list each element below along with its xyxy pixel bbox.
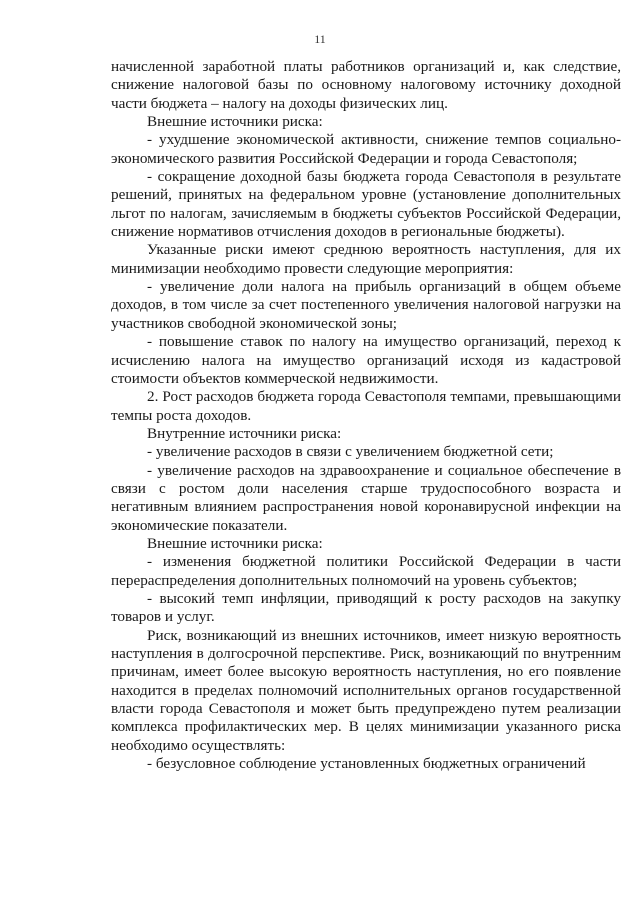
paragraph: - повышение ставок по налогу на имущество организаций, переход к исчислению налога на имущество организаций исходя из кадастровой стоимости объектов коммерческой недвижимости. (111, 333, 621, 387)
document-body (111, 58, 621, 773)
page-number: 11 (314, 32, 326, 46)
paragraph: Указанные риски имеют среднюю вероятность наступления, для их минимизации необходимо провести следующие мероприятия: (111, 241, 621, 277)
paragraph: - сокращение доходной базы бюджета города Севастополя в результате решений, принятых на федеральном уровне (установление дополнительных льгот по налогам, зачисляемым в бюджеты субъектов Российской Федерации, снижение нормативов отчисления доходов в региональные бюджеты). (111, 168, 621, 241)
paragraph: - увеличение расходов в связи с увеличением бюджетной сети; (147, 443, 554, 461)
paragraph: начисленной заработной платы работников организаций и, как следствие, снижение налоговой базы по основному налоговому источнику доходной части бюджета – налогу на доходы физических лиц. (111, 58, 621, 112)
paragraph: Внутренние источники риска: (147, 424, 342, 442)
paragraph: - увеличение доли налога на прибыль организаций в общем объеме доходов, в том числе за счет постепенного увеличения налоговой нагрузки на участников свободной экономической зоны; (111, 278, 621, 332)
paragraph: Внешние источники риска: (147, 113, 323, 131)
paragraph: Риск, возникающий из внешних источников, имеет низкую вероятность наступления в долгосрочной перспективе. Риск, возникающий по внутренним причинам, имеет более высокую вероятность наступления, но его появление находится в пределах полномочий исполнительных органов государственной власти города Севастополя и может быть предупреждено путем реализации комплекса профилактических мер. В целях минимизации указанного риска необходимо осуществлять: (111, 626, 621, 754)
paragraph: - изменения бюджетной политики Российской Федерации в части перераспределения дополнительных полномочий на уровень субъектов; (111, 553, 621, 589)
paragraph: - увеличение расходов на здравоохранение и социальное обеспечение в связи с ростом доли населения старше трудоспособного возраста и негативным влиянием распространения новой коронавирусной инфекции на экономические показатели. (111, 461, 621, 534)
paragraph: - безусловное соблюдение установленных бюджетных ограничений (147, 755, 586, 773)
paragraph: Внешние источники риска: (147, 534, 323, 552)
paragraph: - высокий темп инфляции, приводящий к росту расходов на закупку товаров и услуг. (111, 589, 621, 626)
paragraph: 2. Рост расходов бюджета города Севастополя темпами, превышающими темпы роста доходов. (111, 388, 621, 424)
paragraph: - ухудшение экономической активности, снижение темпов социально-экономического развития Российской Федерации и города Севастополя; (111, 131, 621, 167)
